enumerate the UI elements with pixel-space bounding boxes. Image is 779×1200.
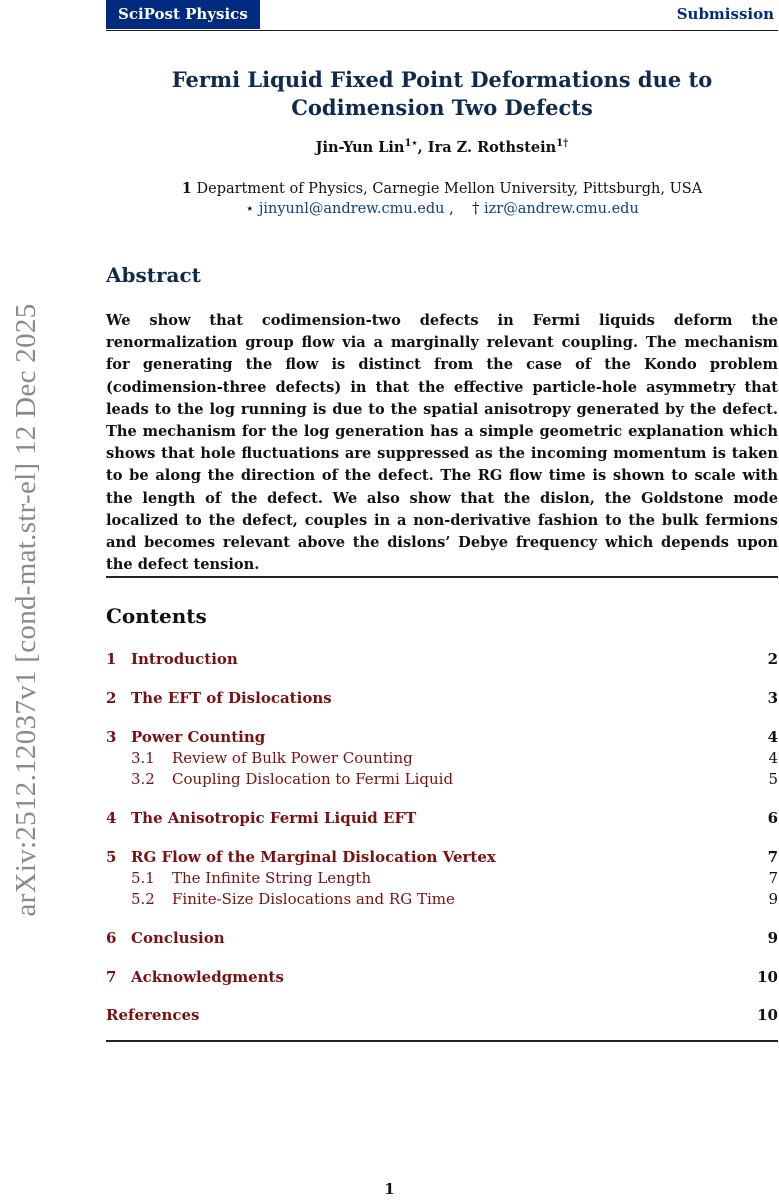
toc-label: Conclusion xyxy=(131,929,225,947)
contents-heading: Contents xyxy=(106,604,207,628)
toc-label: The Infinite String Length xyxy=(172,869,372,887)
page-header xyxy=(106,0,778,31)
toc-page: 9 xyxy=(767,929,778,947)
toc-number: 6 xyxy=(106,929,117,947)
toc-label: References xyxy=(106,1006,200,1024)
toc-label: The Anisotropic Fermi Liquid EFT xyxy=(131,809,417,827)
email-mark: † xyxy=(472,201,480,217)
author-name: Ira Z. Rothstein xyxy=(427,138,557,156)
toc-page: 4 xyxy=(767,728,778,746)
affiliation-text: Department of Physics, Carnegie Mellon University, Pittsburgh, USA xyxy=(196,181,703,197)
toc-label: Power Counting xyxy=(131,728,266,746)
toc-number: 3.1 xyxy=(131,749,155,767)
toc-entry-anisotropic-eft[interactable] xyxy=(106,807,778,829)
author-list: Jin-Yun Lin$^{1⋆}$, Ira Z. Rothstein$^{1\dagger}$ xyxy=(315,138,569,156)
toc-page: 7 xyxy=(767,848,778,866)
toc-page: 10 xyxy=(757,968,778,986)
toc-label: RG Flow of the Marginal Dislocation Vertex xyxy=(131,848,496,866)
toc-number: 2 xyxy=(106,689,117,707)
toc-page: 4 xyxy=(768,749,778,767)
affiliation xyxy=(106,180,778,197)
toc-number: 5.2 xyxy=(131,890,155,908)
email-mark: ⋆ xyxy=(245,201,255,217)
paper-title: Fermi Liquid Fixed Point Deformations due to Codimension Two Defects xyxy=(171,67,713,120)
email-link[interactable]: jinyunl@andrew.cmu.edu xyxy=(258,201,445,217)
toc-label: Finite-Size Dislocations and RG Time xyxy=(172,890,455,908)
author-marks: 1† xyxy=(556,138,569,149)
toc-entry-rg-flow[interactable] xyxy=(106,846,778,868)
toc-entry-conclusion[interactable] xyxy=(106,927,778,949)
toc-number: 3.2 xyxy=(131,770,155,788)
abstract-heading: Abstract xyxy=(106,263,201,287)
toc-number: 1 xyxy=(106,650,117,668)
toc-number: 3 xyxy=(106,728,117,746)
arxiv-identifier-stamp: arXiv:2512.12037v1 [cond-mat.str-el] 12 Dec 2025 xyxy=(10,303,42,917)
toc-label: Acknowledgments xyxy=(131,968,284,986)
toc-page: 10 xyxy=(757,1006,778,1024)
divider-top xyxy=(106,576,778,578)
toc-entry-coupling-dislocation[interactable] xyxy=(106,768,778,790)
toc-entry-acknowledgments[interactable] xyxy=(106,966,778,988)
journal-badge: SciPost Physics xyxy=(106,0,260,29)
toc-entry-finite-size[interactable] xyxy=(106,888,778,910)
toc-page: 5 xyxy=(768,770,778,788)
toc-page: 2 xyxy=(767,650,778,668)
email-link[interactable]: izr@andrew.cmu.edu xyxy=(483,201,639,217)
toc-page: 7 xyxy=(768,869,778,887)
toc-entry-infinite-string[interactable] xyxy=(106,867,778,889)
toc-label: Coupling Dislocation to Fermi Liquid xyxy=(172,770,454,788)
toc-entry-review-bulk[interactable] xyxy=(106,747,778,769)
author-name: Jin-Yun Lin xyxy=(315,138,405,156)
toc-page: 9 xyxy=(768,890,778,908)
toc-number: 5.1 xyxy=(131,869,155,887)
toc-page: 6 xyxy=(767,809,778,827)
toc-label: The EFT of Dislocations xyxy=(131,689,332,707)
toc-entry-introduction[interactable] xyxy=(106,648,778,670)
email-list: ⋆ jinyunl@andrew.cmu.edu , † izr@andrew.cmu.edu xyxy=(245,201,639,217)
author-marks: 1⋆ xyxy=(404,138,418,149)
toc-entry-eft-dislocations[interactable] xyxy=(106,687,778,709)
toc-label: Introduction xyxy=(131,650,238,668)
toc-number: 7 xyxy=(106,968,117,986)
divider-bottom xyxy=(106,1040,778,1042)
page-number: 1 xyxy=(384,1180,395,1198)
affiliation-number: 1 xyxy=(181,180,192,197)
abstract-text: We show that codimension-two defects in Fermi liquids deform the renormalization group flow via a marginally relevant coupling. The mechanism for generating the flow is distinct from the case of the Kondo problem (codimension-three defects) in that the effective particle-hole asymmetry that leads to the log running is due to the spatial anisotropy generated by the defect. The mechanism for the log generation has a simple geometric explanation which shows that hole fluctuations are suppressed as the incoming momentum is taken to be along the direction of the defect. The RG flow time is shown to scale with the length of the defect. We also show that the dislon, the Goldstone mode localized to the defect, couples in a non-derivative fashion to the bulk fermions and becomes relevant above the dislons’ Debye frequency which depends upon the defect tension. xyxy=(106,312,778,574)
toc-page: 3 xyxy=(767,689,778,707)
toc-number: 5 xyxy=(106,848,117,866)
toc-entry-power-counting[interactable] xyxy=(106,726,778,748)
toc-label: Review of Bulk Power Counting xyxy=(172,749,413,767)
toc-number: 4 xyxy=(106,809,117,827)
submission-label: Submission xyxy=(676,5,774,23)
toc-entry-references[interactable] xyxy=(106,1004,778,1026)
